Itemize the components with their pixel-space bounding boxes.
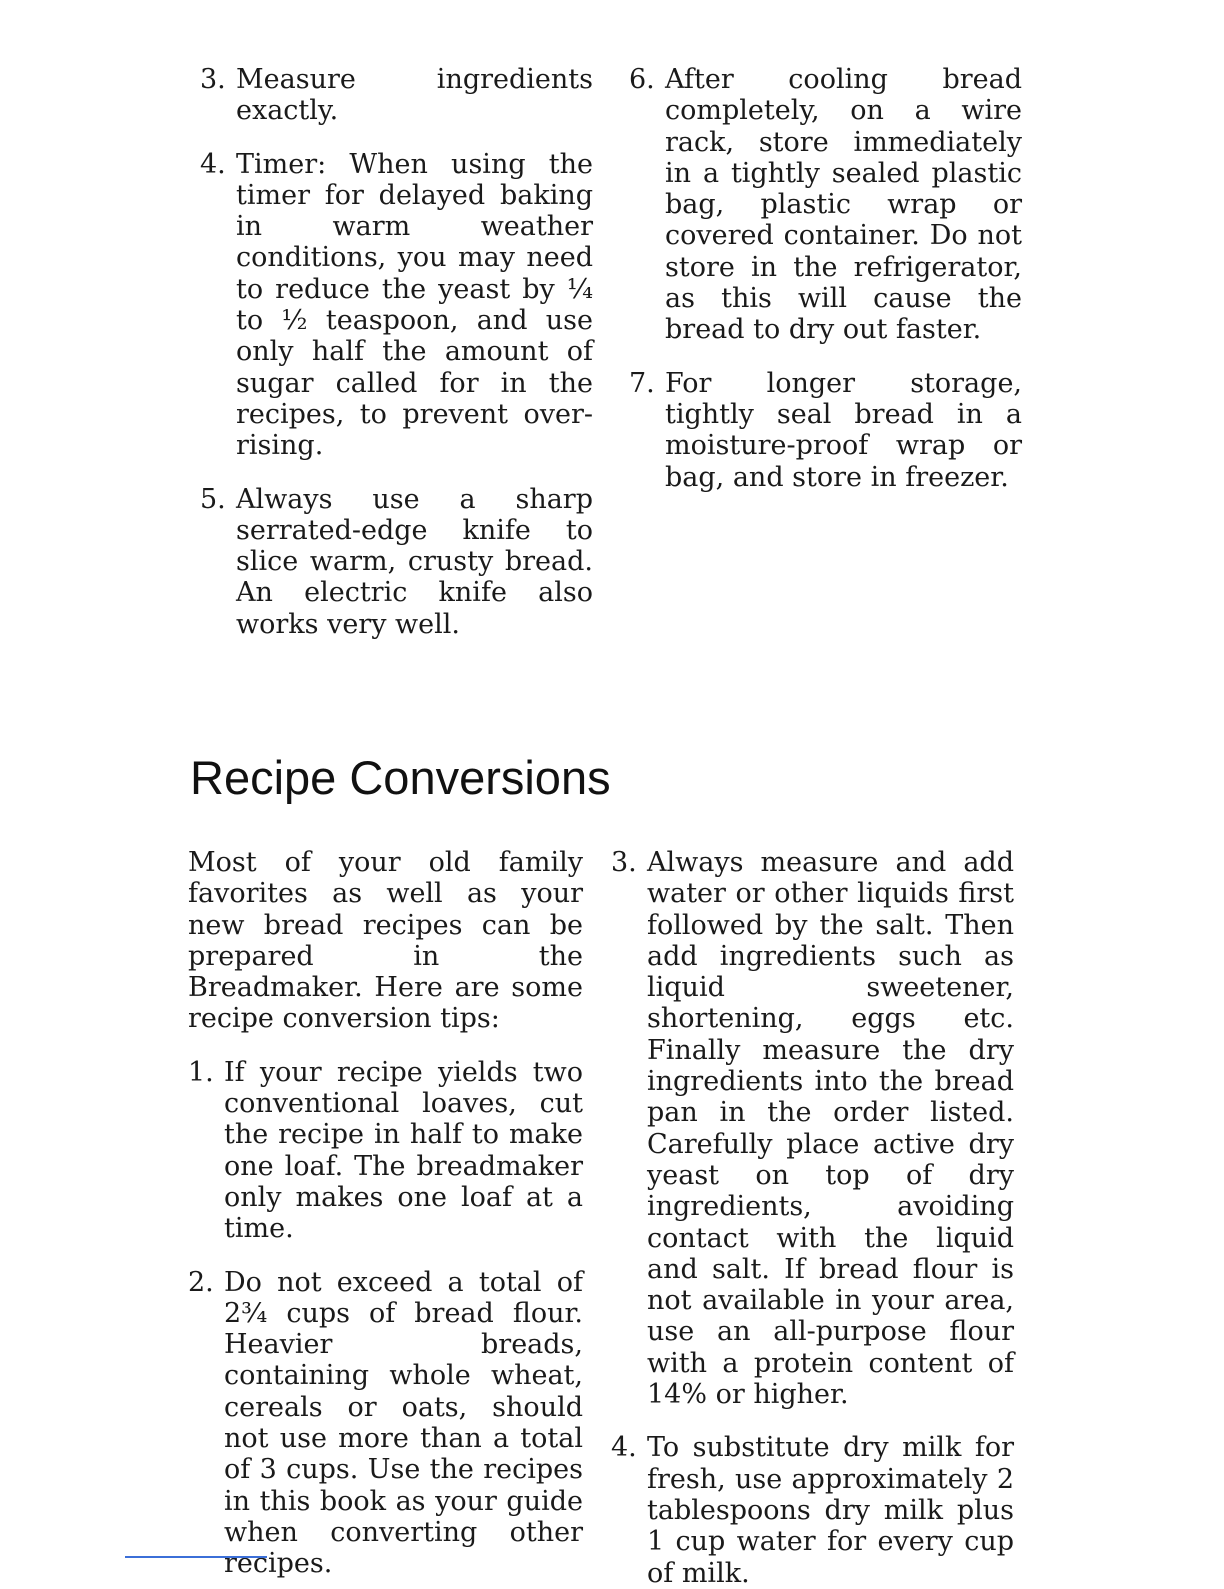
- list-text: Measure ingredients exactly.: [236, 64, 593, 127]
- list-number: 1.: [188, 1056, 214, 1088]
- tips-column-left: [200, 64, 593, 640]
- list-text: Do not exceed a total of 2¾ cups of bread flour. Heavier breads, containing whole wheat, cereals or oats, should not use more than a total of 3 cups. Use the recipes in this book as your guide when converting other recipes.: [224, 1266, 583, 1580]
- intro-paragraph: Most of your old family favorites as well as your new bread recipes can be prepared in the Breadmaker. Here are some recipe conversion tips:: [188, 847, 583, 1035]
- list-number: 3.: [200, 64, 226, 95]
- list-number: 7.: [629, 367, 655, 399]
- list-number: 3.: [611, 847, 637, 878]
- conversions-column-right: [611, 847, 1014, 1589]
- list-text: For longer storage, tightly seal bread in a moisture-proof wrap or bag, and store in freezer.: [665, 367, 1022, 493]
- conversions-column-left: [188, 847, 583, 1580]
- list-number: 4.: [611, 1432, 637, 1464]
- tip-item-6: [629, 64, 1022, 346]
- conversion-item-1: [188, 1057, 583, 1245]
- tip-item-7: [629, 368, 1022, 493]
- list-text: Always measure and add water or other liquids first followed by the salt. Then add ingredients such as liquid sweetener, shortening, eggs etc. Finally measure the dry ingredients into the bread pan in the order listed. Carefully place active dry yeast on top of dry ingredients, avoiding contact with the liquid and salt. If bread flour is not available in your area, use an all-purpose flour with a protein content of 14% or higher.: [647, 847, 1014, 1411]
- conversion-item-4: [611, 1432, 1014, 1588]
- list-text: If your recipe yields two conventional loaves, cut the recipe in half to make one loaf. The breadmaker only makes one loaf at a time.: [224, 1056, 583, 1245]
- tips-column-right: [629, 64, 1022, 493]
- list-text: After cooling bread completely, on a wire rack, store immediately in a tightly sealed plastic bag, plastic wrap or covered container. Do not store in the refrigerator, as this will cause the bread to dry out faster.: [665, 64, 1022, 346]
- list-number: 4.: [200, 148, 226, 180]
- footer-rule: [125, 1556, 267, 1558]
- tip-item-3: [200, 64, 593, 127]
- tip-item-5: [200, 484, 593, 640]
- list-text: Timer: When using the timer for delayed baking in warm weather conditions, you may need to reduce the yeast by ¼ to ½ teaspoon, and use only half the amount of sugar called for in the recipes, to prevent over-rising.: [236, 148, 593, 462]
- list-text: Always use a sharp serrated-edge knife to slice warm, crusty bread. An electric knife also works very well.: [236, 483, 593, 640]
- conversion-item-3: [611, 847, 1014, 1410]
- list-text: To substitute dry milk for fresh, use approximately 2 tablespoons dry milk plus 1 cup water for every cup of milk.: [647, 1432, 1014, 1589]
- tip-item-4: [200, 149, 593, 462]
- list-number: 2.: [188, 1266, 214, 1298]
- list-number: 5.: [200, 483, 226, 515]
- section-title: Recipe Conversions: [190, 751, 611, 804]
- list-number: 6.: [629, 64, 655, 95]
- conversion-item-2: [188, 1267, 583, 1580]
